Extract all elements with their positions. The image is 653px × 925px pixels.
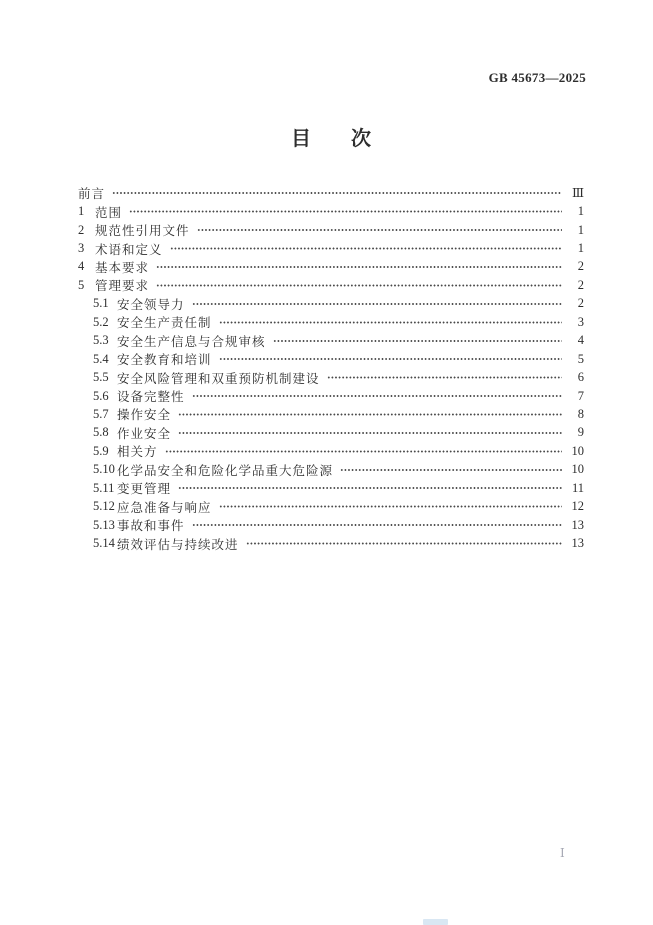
- toc-entry: [78, 534, 584, 552]
- toc-entry-page: 2: [577, 296, 584, 311]
- toc-entry-number: 5.2: [93, 314, 109, 329]
- toc-list: [78, 184, 584, 553]
- toc-entry-page: 1: [577, 204, 584, 219]
- toc-entry: [78, 461, 584, 479]
- dot-leader-icon: [112, 184, 562, 202]
- bottom-highlight-bar: [423, 919, 448, 925]
- toc-entry-page: 13: [571, 517, 584, 532]
- toc-entry-label: 管理要求: [95, 279, 150, 294]
- toc-entry-page: 7: [577, 388, 584, 403]
- dot-leader-icon: [246, 534, 562, 552]
- dot-leader-icon: [129, 202, 562, 220]
- toc-entry-label: 术语和定义: [95, 242, 163, 257]
- dot-leader-icon: [156, 258, 562, 276]
- footer-page-number: Ⅰ: [560, 846, 565, 860]
- toc-entry-number: 5.10: [93, 462, 115, 477]
- toc-entry-page: 10: [571, 462, 584, 477]
- toc-entry: [78, 239, 584, 257]
- toc-entry: [78, 276, 584, 294]
- toc-entry-page: Ⅲ: [571, 186, 584, 201]
- toc-entry-label: 安全风险管理和双重预防机制建设: [117, 371, 320, 386]
- toc-entry-page: 2: [577, 259, 584, 274]
- toc-entry-number: 5.9: [93, 443, 109, 458]
- toc-entry-label: 规范性引用文件: [95, 224, 190, 239]
- dot-leader-icon: [327, 368, 562, 386]
- dot-leader-icon: [170, 239, 562, 257]
- toc-entry-page: 6: [577, 370, 584, 385]
- toc-entry: [78, 387, 584, 405]
- dot-leader-icon: [197, 221, 562, 239]
- toc-entry-label: 安全生产责任制: [117, 316, 212, 331]
- toc-entry-number: 5.3: [93, 333, 109, 348]
- toc-entry-label: 作业安全: [117, 426, 172, 441]
- toc-entry-label: 安全生产信息与合规审核: [117, 334, 266, 349]
- toc-entry: [78, 479, 584, 497]
- dot-leader-icon: [192, 387, 562, 405]
- toc-entry-label: 绩效评估与持续改进: [117, 537, 239, 552]
- toc-entry: [78, 202, 584, 220]
- dot-leader-icon: [178, 424, 562, 442]
- toc-entry: [78, 258, 584, 276]
- toc-entry-page: 1: [577, 241, 584, 256]
- dot-leader-icon: [156, 276, 562, 294]
- toc-entry-page: 13: [571, 536, 584, 551]
- toc-entry-label: 设备完整性: [117, 390, 185, 405]
- dot-leader-icon: [178, 405, 562, 423]
- toc-entry-number: 5: [78, 277, 85, 292]
- toc-entry: [78, 497, 584, 515]
- toc-entry-page: 9: [577, 425, 584, 440]
- toc-entry-page: 10: [571, 443, 584, 458]
- toc-entry: [78, 350, 584, 368]
- toc-entry-number: 5.13: [93, 517, 115, 532]
- toc-entry-number: 5.14: [93, 536, 115, 551]
- toc-entry-label: 变更管理: [117, 482, 172, 497]
- dot-leader-icon: [273, 332, 562, 350]
- dot-leader-icon: [219, 497, 562, 515]
- toc-entry-label: 应急准备与响应: [117, 500, 212, 515]
- toc-entry: [78, 221, 584, 239]
- toc-entry-label: 基本要求: [95, 260, 150, 275]
- toc-entry-label: 安全教育和培训: [117, 353, 212, 368]
- toc-entry: [78, 184, 584, 202]
- dot-leader-icon: [192, 516, 562, 534]
- toc-entry-number: 5.12: [93, 499, 115, 514]
- toc-entry-label: 前言: [78, 187, 106, 202]
- toc-entry: [78, 313, 584, 331]
- toc-entry-page: 8: [577, 406, 584, 421]
- toc-entry-number: 2: [78, 222, 85, 237]
- toc-entry-label: 操作安全: [117, 408, 172, 423]
- dot-leader-icon: [219, 350, 562, 368]
- toc-entry: [78, 405, 584, 423]
- toc-entry: [78, 442, 584, 460]
- toc-entry-page: 1: [577, 222, 584, 237]
- toc-entry-number: 1: [78, 204, 85, 219]
- dot-leader-icon: [219, 313, 562, 331]
- dot-leader-icon: [165, 442, 562, 460]
- toc-entry-number: 5.1: [93, 296, 109, 311]
- toc-entry-number: 5.11: [93, 480, 115, 495]
- standard-code: GB 45673—2025: [488, 70, 586, 85]
- toc-entry-label: 化学品安全和危险化学品重大危险源: [117, 463, 334, 478]
- toc-entry-page: 2: [577, 277, 584, 292]
- toc-entry-page: 11: [571, 480, 584, 495]
- dot-leader-icon: [340, 461, 562, 479]
- toc-entry-number: 5.8: [93, 425, 109, 440]
- toc-entry: [78, 368, 584, 386]
- toc-entry: [78, 424, 584, 442]
- toc-entry-number: 5.6: [93, 388, 109, 403]
- toc-entry-page: 4: [577, 333, 584, 348]
- toc-entry-label: 安全领导力: [117, 297, 185, 312]
- dot-leader-icon: [192, 295, 562, 313]
- toc-entry-number: 4: [78, 259, 85, 274]
- toc-entry-label: 事故和事件: [117, 519, 185, 534]
- toc-entry-page: 5: [577, 351, 584, 366]
- page-title: 目 次: [291, 128, 371, 150]
- toc-entry-page: 3: [577, 314, 584, 329]
- toc-entry-label: 范围: [95, 205, 123, 220]
- toc-entry: [78, 332, 584, 350]
- toc-entry-label: 相关方: [117, 445, 158, 460]
- toc-entry-number: 5.5: [93, 370, 109, 385]
- toc-entry: [78, 295, 584, 313]
- dot-leader-icon: [178, 479, 562, 497]
- toc-entry-number: 5.7: [93, 406, 109, 421]
- toc-entry-number: 3: [78, 241, 85, 256]
- toc-entry-number: 5.4: [93, 351, 109, 366]
- toc-entry: [78, 516, 584, 534]
- toc-entry-page: 12: [571, 499, 584, 514]
